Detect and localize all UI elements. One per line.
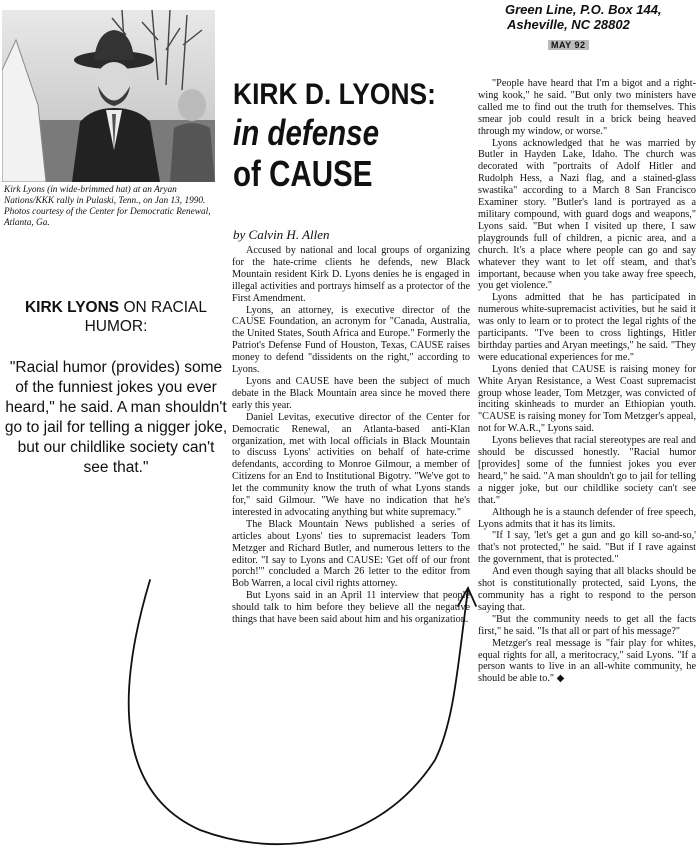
pull-quote-name: KIRK LYONS: [24, 299, 120, 316]
article-column-middle: [232, 245, 470, 626]
headline: [233, 78, 473, 194]
paragraph: Although he is a staunch defender of free speech, Lyons admits that it has its limits.: [478, 506, 696, 530]
paragraph: But Lyons said in an April 11 interview that people should talk to him before they believe all the negative things that have been said about him and his organization.: [232, 590, 470, 626]
paragraph: "If I say, 'let's get a gun and go kill so-and-so,' that's not protected," he said. "But if I rave against the government, that is protected.": [478, 530, 696, 566]
paragraph: Daniel Levitas, executive director of the Center for Democratic Renewal, an Atlanta-based anti-Klan organization, met with local officials in Black Mountain to discuss Lyons' activities on behalf of hate-crime defendants, according to Monroe Gilmour, a member of Citizens for an End to Institutional Bigotry. "We've got to let the community know the truth of what Lyons stands for," said Gilmour. "We have no indication that he's interested in advocating anything but white supremacy.": [232, 411, 470, 518]
paragraph: Accused by national and local groups of organizing for the hate-crime clients he defends, new Black Mountain resident Kirk D. Lyons denies he is engaged in illegal activities and portrays himself as a protector of the First Amendment.: [232, 245, 470, 304]
paragraph: "People have heard that I'm a bigot and a right-wing kook," he said. "But only two ministers have called me to find out the truth for themselves. This smear job could result in a brick being heaved through my window, or worse.": [478, 78, 696, 137]
paragraph: Lyons admitted that he has participated in numerous white-supremacist activities, but he said it was only to learn or to protect the legal rights of the participants. "I've been to cross lightings, Hitler birthday parties and Aryan meetings," he said. "They were educational experiences for me.": [478, 292, 696, 363]
paragraph: The Black Mountain News published a series of articles about Lyons' ties to supremacist leaders Tom Metzger and Richard Butler, and numerous letters to the editor. "I say to Lyons and CAUSE: 'Get off of our front porch!'" concluded a March 26 letter to the editor from Bob Warren, a local civil rights attorney.: [232, 518, 470, 590]
headline-line1: KIRK D. LYONS:: [233, 78, 436, 111]
masthead: [505, 2, 695, 32]
paragraph: "But the community needs to get all the facts first," he said. "Is that all or part of his message?": [478, 613, 696, 637]
paragraph: Lyons, an attorney, is executive director of the CAUSE Foundation, an acronym for "Canada, Australia, the United States, South Africa and Europe." Formerly the Patriot's Defense Fund of Houston, Texas, CAUSE raises money to defend "dissidents on the right," according to Lyons.: [232, 304, 470, 376]
masthead-line2: Asheville, NC 28802: [507, 17, 630, 32]
article-column-right: [478, 78, 696, 685]
rally-photo: [2, 10, 215, 182]
photo-caption: Kirk Lyons (in wide-brimmed hat) at an Aryan Nations/KKK rally in Pulaski, Tenn., on Jan 13, 1990. Photos courtesy of the Center for Democratic Renewal, Atlanta, Ga.: [4, 185, 211, 228]
date-stamp: MAY 92: [548, 40, 589, 50]
paragraph: Lyons and CAUSE have been the subject of much debate in the Black Mountain area since he moved there early this year.: [232, 375, 470, 411]
paragraph: Lyons acknowledged that he was married by Butler in Hayden Lake, Idaho. The church was decorated with "portraits of Adolf Hitler and Rudolph Hess, a Nazi flag, and a stained-glass swastika" according to a March 8 San Francisco Examiner story. "Butler's land is portrayed as a military compound, with guard dogs and weapons," Lyons said. "But when I visited up there, I saw playgrounds full of children, a picnic area, and a church. It's a place where people can go and say whatever they want to let off steam, and that's important, because when you take away free speech, you get violence.": [478, 137, 696, 292]
pull-quote-title-rest: ON RACIAL HUMOR:: [84, 299, 208, 335]
headline-line3: of CAUSE: [233, 153, 373, 194]
paragraph: Lyons believes that racial stereotypes are real and should be discussed honestly. "Racial humor [provides] some of the funniest jokes you ever heard," he said. "A man shouldn't go to jail for telling a nigger joke, but our childlike society can't see that.": [478, 435, 696, 506]
pull-quote: [3, 298, 229, 478]
paragraph: And even though saying that all blacks should be shot is constitutionally protected, said Lyons, the community has a right to respond to the person saying that.: [478, 566, 696, 613]
byline: by Calvin H. Allen: [233, 227, 330, 242]
headline-line2: in defense: [233, 112, 380, 153]
pull-quote-text: "Racial humor (provides) some of the funniest jokes you ever heard," he said. A man shouldn't go to jail for telling a nigger joke, but our childlike society can't see that.": [4, 359, 228, 476]
paragraph: Lyons denied that CAUSE is raising money for White Aryan Resistance, a West Coast supremacist group whose leader, Tom Metzger, was convicted of inciting skinheads to murder an Ethiopian youth. "CAUSE is raising money for Tom Metzger's appeal, not for W.A.R.," Lyons said.: [478, 363, 696, 435]
pull-quote-title: [3, 298, 229, 336]
paragraph: Metzger's real message is "fair play for whites, equal rights for all, a meritocracy," said Lyons. "If a person wants to live in an all-white community, he should be able to." ◆: [478, 637, 696, 685]
masthead-line1: Green Line, P.O. Box 144,: [505, 2, 662, 17]
